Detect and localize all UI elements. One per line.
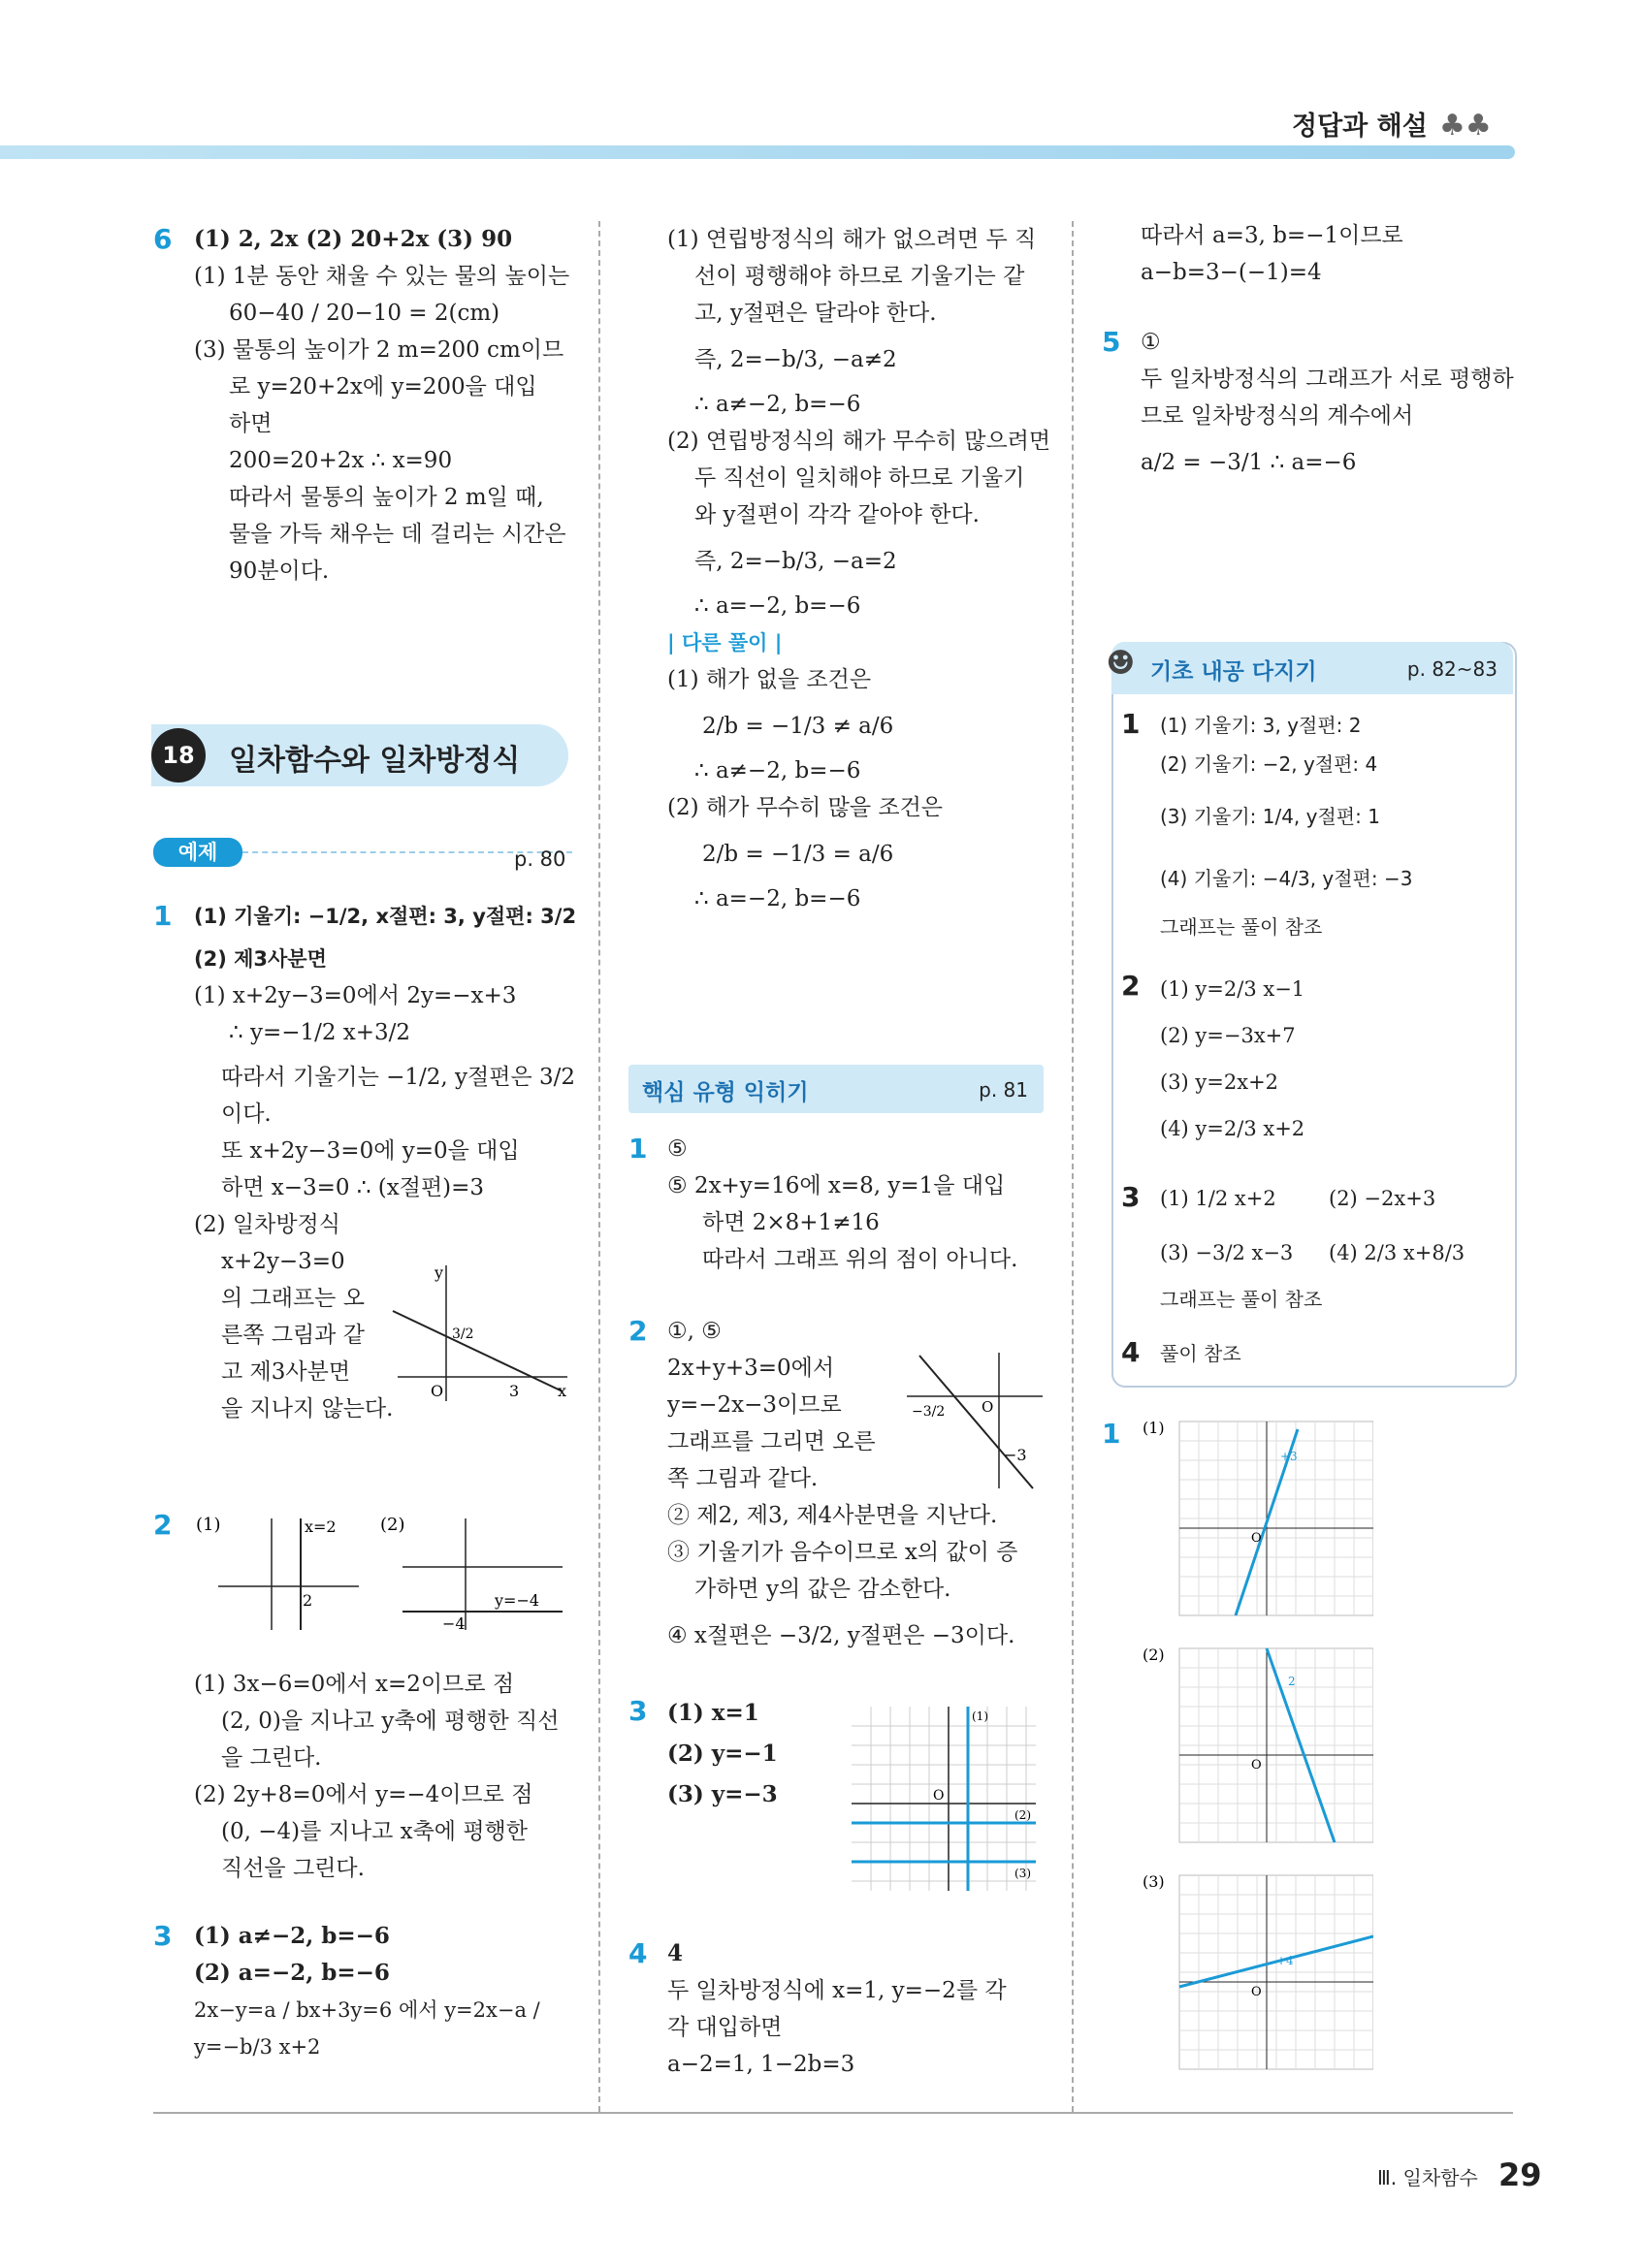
b2-body: (1) y=2/3 x−1 (2) y=−3x+7 (3) y=2x+2 (4) y=2/3 x+2 bbox=[1160, 977, 1305, 1140]
graphs-number: 1 bbox=[1102, 1418, 1121, 1450]
svg-text:(2): (2) bbox=[1014, 1808, 1031, 1822]
b2-number: 2 bbox=[1121, 970, 1141, 1002]
q1-number: 1 bbox=[153, 900, 173, 932]
svg-text:(1): (1) bbox=[972, 1709, 988, 1723]
c2-q2-body: ①, ⑤ 2x+y+3=0에서 y=−2x−3이므로 그래프를 그리면 오른 쪽 그림과 같다. ② 제2, 제3, 제4사분면을 지난다. ③ 기울기가 음수이므로 x의 값이 증 가하면 y의 값은 감소한다. ④ x절편은 −3/2, y절편은 −3이다. bbox=[667, 1319, 1018, 1648]
q2-body: (1) 3x−6=0에서 x=2이므로 점 (2, 0)을 지나고 y축에 평행한 직선 을 그린다. (2) 2y+8=0에서 y=−4이므로 점 (0, −4)를 지나고 x축에 평행한 직선을 그린다. bbox=[194, 1672, 560, 1881]
q2-number: 2 bbox=[153, 1509, 173, 1541]
q6-number: 6 bbox=[153, 223, 173, 255]
col3-cont: 따라서 a=3, b=−1이므로 a−b=3−(−1)=4 bbox=[1141, 223, 1403, 285]
alt-solution-label: | 다른 풀이 | bbox=[667, 631, 783, 655]
graph-3 bbox=[1141, 1869, 1373, 2073]
sprout-icon: ♣♣ bbox=[1439, 109, 1492, 143]
graph-2 bbox=[1141, 1643, 1373, 1846]
example-tag: 예제 bbox=[153, 838, 242, 867]
section-badge: 18강 bbox=[151, 728, 206, 783]
svg-text:+4: +4 bbox=[1276, 1954, 1294, 1967]
example-page: p. 80 bbox=[514, 847, 566, 871]
col2-explanation: (1) 연립방정식의 해가 없으려면 두 직 선이 평행해야 하므로 기울기는 같 고, y절편은 달라야 한다. 즉, 2=−b/3, −a≠2 ∴ a≠−2, b=−6 (2) 연립방정식의 해가 무수히 많으려면 두 직선이 일치해야 하므로 기울기 와 y절편이 각각 같아야 한다. 즉, 2=−b/3, −a=2 ∴ a=−2, b=−6 | 다른 풀이 | (1) 해가 없을 조건은 2/b = −1/3 ≠ a/6 ∴ a≠−2, b=−6 (2) 해가 무수히 많을 조건은 2/b = −1/3 = a/6 ∴ a=−2, b=−6 bbox=[667, 221, 1055, 917]
section-18-banner bbox=[151, 724, 568, 823]
svg-text:+3: +3 bbox=[1280, 1450, 1298, 1463]
footer-chapter: Ⅲ. 일차함수 bbox=[1377, 2166, 1478, 2189]
c2-q1-number: 1 bbox=[628, 1133, 648, 1165]
b3-number: 3 bbox=[1121, 1181, 1141, 1213]
b4-number: 4 bbox=[1121, 1336, 1141, 1368]
b1-number: 1 bbox=[1121, 708, 1141, 740]
c3-q5-body: ① 두 일차방정식의 그래프가 서로 평행하 므로 일차방정식의 계수에서 a/2 = −3/1 ∴ a=−6 bbox=[1141, 330, 1514, 475]
c3-q5-number: 5 bbox=[1102, 326, 1121, 358]
q6-body: (1) 2, 2x (2) 20+2x (3) 90 (1) 1분 동안 채울 수 있는 물의 높이는 60−40 / 20−10 = 2(cm) (3) 물통의 높이가 2 m=200 cm이므 로 y=20+2x에 y=200을 대입 하면 200=20+2x ∴ x=90 따라서 물통의 높이가 2 m일 때, 물을 가득 채우는 데 걸리는 시간은 90분이다. bbox=[194, 226, 570, 584]
svg-text:(1): (1) bbox=[196, 1515, 221, 1535]
c2-q2-graph bbox=[902, 1348, 1047, 1493]
svg-text:(3): (3) bbox=[1014, 1867, 1031, 1880]
q2-graph-1 bbox=[194, 1509, 369, 1635]
svg-text:2: 2 bbox=[303, 1591, 313, 1610]
axis-y-label: y bbox=[435, 1263, 444, 1282]
core-banner: 핵심 유형 익히기 p. 81 bbox=[628, 1065, 1044, 1113]
column-divider bbox=[598, 221, 600, 2112]
c2-q3-body: (1) x=1 (2) y=−1 (3) y=−3 bbox=[667, 1700, 778, 1807]
q1-body: (1) 기울기: −1/2, x절편: 3, y절편: 3/2 (2) 제3사분면 (1) x+2y−3=0에서 2y=−x+3 ∴ y=−1/2 x+3/2 따라서 기울기는 −1/2, y절편은 3/2 이다. 또 x+2y−3=0에 y=0을 대입 하면 x−3=0 ∴ (x절편)=3 (2) 일차방정식 x+2y−3=0 의 그래프는 오 른쪽 그림과 같 고 제3사분면 을 지나지 않는다. bbox=[194, 905, 577, 1421]
tick-3-2: 3/2 bbox=[452, 1326, 474, 1342]
svg-text:−3: −3 bbox=[1004, 1446, 1027, 1464]
svg-text:2: 2 bbox=[1288, 1675, 1296, 1688]
header-bar bbox=[0, 145, 1515, 159]
q3-number: 3 bbox=[153, 1920, 173, 1952]
svg-text:O: O bbox=[982, 1398, 994, 1416]
axis-x-label: x bbox=[558, 1382, 567, 1400]
c2-q3-number: 3 bbox=[628, 1695, 648, 1727]
basic-banner: 기초 내공 다지기 p. 82~83 bbox=[1111, 642, 1513, 694]
c2-q4-body: 4 두 일차방정식에 x=1, y=−2를 각 각 대입하면 a−2=1, 1−2b=3 bbox=[667, 1940, 1007, 2077]
mascot-icon: ☻ bbox=[1106, 644, 1136, 683]
header-title: 정답과 해설 bbox=[1292, 112, 1428, 142]
section-title: 일차함수와 일차방정식 bbox=[229, 744, 521, 778]
graph-1 bbox=[1141, 1416, 1373, 1619]
footer-rule bbox=[153, 2112, 1513, 2114]
page-number: 29 bbox=[1498, 2156, 1542, 2193]
svg-text:−3/2: −3/2 bbox=[912, 1404, 946, 1420]
svg-text:O: O bbox=[1251, 1758, 1262, 1773]
column-divider bbox=[1072, 221, 1074, 2112]
svg-text:x=2: x=2 bbox=[305, 1517, 337, 1536]
svg-text:O: O bbox=[1251, 1985, 1262, 1999]
b1-body: (1) 기울기: 3, y절편: 2 (2) 기울기: −2, y절편: 4 (3) 기울기: 1/4, y절편: 1 (4) 기울기: −4/3, y절편: −3 그래프는 풀이 참조 bbox=[1160, 714, 1413, 939]
svg-text:(2): (2) bbox=[1143, 1645, 1165, 1664]
c2-q3-graph bbox=[852, 1707, 1041, 1896]
svg-text:(3): (3) bbox=[1143, 1872, 1165, 1891]
svg-text:−4: −4 bbox=[442, 1614, 466, 1633]
c2-q1-body: ⑤ ⑤ 2x+y=16에 x=8, y=1을 대입 하면 2×8+1≠16 따라서 그래프 위의 점이 아니다. bbox=[667, 1136, 1018, 1272]
c2-q4-number: 4 bbox=[628, 1937, 648, 1969]
q3-body: (1) a≠−2, b=−6 (2) a=−2, b=−6 2x−y=a / bx+3y=6 에서 y=2x−a / y=−b/3 x+2 bbox=[194, 1923, 540, 2059]
c2-q2-number: 2 bbox=[628, 1315, 648, 1347]
q2-graph-2 bbox=[378, 1509, 572, 1635]
b4-body: 풀이 참조 bbox=[1160, 1342, 1241, 1365]
b3-body: (1) 1/2 x+2 (2) −2x+3 (3) −3/2 x−3 (4) 2/3 x+8/3 그래프는 풀이 참조 bbox=[1160, 1187, 1465, 1311]
origin-label: O bbox=[431, 1382, 444, 1400]
svg-text:O: O bbox=[933, 1788, 945, 1804]
q1-graph bbox=[388, 1261, 572, 1406]
tick-3: 3 bbox=[509, 1382, 520, 1400]
svg-text:y=−4: y=−4 bbox=[495, 1591, 540, 1610]
svg-text:O: O bbox=[1251, 1531, 1262, 1546]
svg-text:(2): (2) bbox=[380, 1515, 405, 1535]
svg-text:(1): (1) bbox=[1143, 1419, 1165, 1437]
